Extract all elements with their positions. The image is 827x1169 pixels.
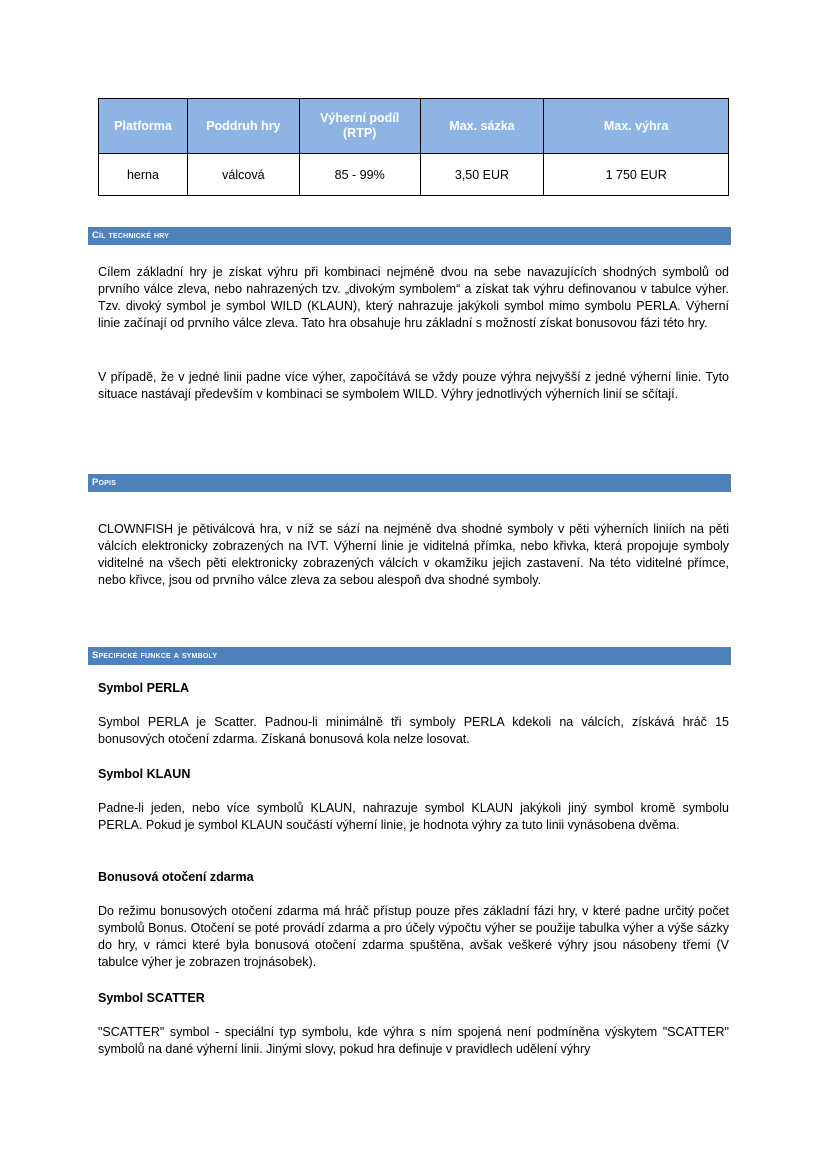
klaun-heading: Symbol KLAUN	[98, 767, 191, 781]
cell-max-bet: 3,50 EUR	[420, 154, 544, 196]
header-max-win: Max. výhra	[544, 99, 729, 154]
section-title-description: Popis	[92, 477, 117, 488]
scatter-heading: Symbol SCATTER	[98, 991, 205, 1005]
scatter-text: "SCATTER" symbol - speciální typ symbolu, kde výhra s ním spojená není podmíněna výskytem "SCATTER" symbolů na dané výherní linii. Jinými slovy, pokud hra definuje v pravidlech udělení výhry	[98, 1025, 729, 1056]
section-header-goal	[88, 227, 731, 245]
game-info-table	[98, 98, 729, 196]
perla-text: Symbol PERLA je Scatter. Padnou-li minimálně tři symboly PERLA kdekoli na válcích, získává hráč 15 bonusových otočení zdarma. Získaná bonusová kola nelze losovat.	[98, 715, 729, 746]
bonus-text: Do režimu bonusových otočení zdarma má hráč přístup pouze přes základní fázi hry, v které padne určitý počet symbolů Bonus. Otočení se poté provádí zdarma a pro účely výpočtu výher se použije tabulka výher a výše sázky do hry, v rámci které byla bonusová otočení zdarma spuštěna, avšak veškeré výhry jsou násobeny třemi (V tabulce výher je zobrazen trojnásobek).	[98, 904, 729, 969]
perla-heading: Symbol PERLA	[98, 681, 189, 695]
cell-platform: herna	[99, 154, 188, 196]
header-rtp: Výherní podíl (RTP)	[299, 99, 420, 154]
section-header-features	[88, 647, 731, 665]
bonus-heading: Bonusová otočení zdarma	[98, 870, 254, 884]
cell-subtype: válcová	[187, 154, 299, 196]
header-max-bet: Max. sázka	[420, 99, 544, 154]
header-platform: Platforma	[99, 99, 188, 154]
description-paragraph: CLOWNFISH je pětiválcová hra, v níž se sází na nejméně dva shodné symboly v pěti výherních liniích na pěti válcích elektronicky zobrazených na IVT. Výherní linie je viditelná přímka, nebo křivka, která propojuje symboly viditelné na všech pěti elektronicky zobrazených válcích v okamžiku jejich zastavení. Na této viditelné přímce, nebo křivce, jsou od prvního válce zleva za sebou alespoň dva shodné symboly.	[98, 522, 729, 587]
section-header-description	[88, 474, 731, 492]
table-row	[99, 154, 729, 196]
goal-paragraph-2: V případě, že v jedné linii padne více výher, započítává se vždy pouze výhra nejvyšší z jedné výherní linie. Tyto situace nastávají především v kombinaci se symbolem WILD. Výhry jednotlivých výherních linií se sčítají.	[98, 370, 729, 401]
goal-paragraph-1: Cílem základní hry je získat výhru při kombinaci nejméně dvou na sebe navazujících shodných symbolů od prvního válce zleva, nebo nahrazených tzv. „divokým symbolem“ a získat tak výhru definovanou v tabulce výher. Tzv. divoký symbol je symbol WILD (KLAUN), který nahrazuje jakýkoli symbol mimo symbolu PERLA. Výherní linie začínají od prvního válce zleva. Tato hra obsahuje hru základní s možností získat bonusovou fázi této hry.	[98, 265, 729, 330]
cell-rtp: 85 - 99%	[299, 154, 420, 196]
cell-max-win: 1 750 EUR	[544, 154, 729, 196]
section-title-features: Specifické funkce a symboly	[92, 650, 218, 661]
klaun-text: Padne-li jeden, nebo více symbolů KLAUN, nahrazuje symbol KLAUN jakýkoli jiný symbol kromě symbolu PERLA. Pokud je symbol KLAUN součástí výherní linie, je hodnota výhry za tuto linii vynásobena dvěma.	[98, 801, 729, 832]
table-header-row	[99, 99, 729, 154]
section-title-goal: Cíl technické hry	[92, 230, 170, 241]
header-subtype: Poddruh hry	[187, 99, 299, 154]
